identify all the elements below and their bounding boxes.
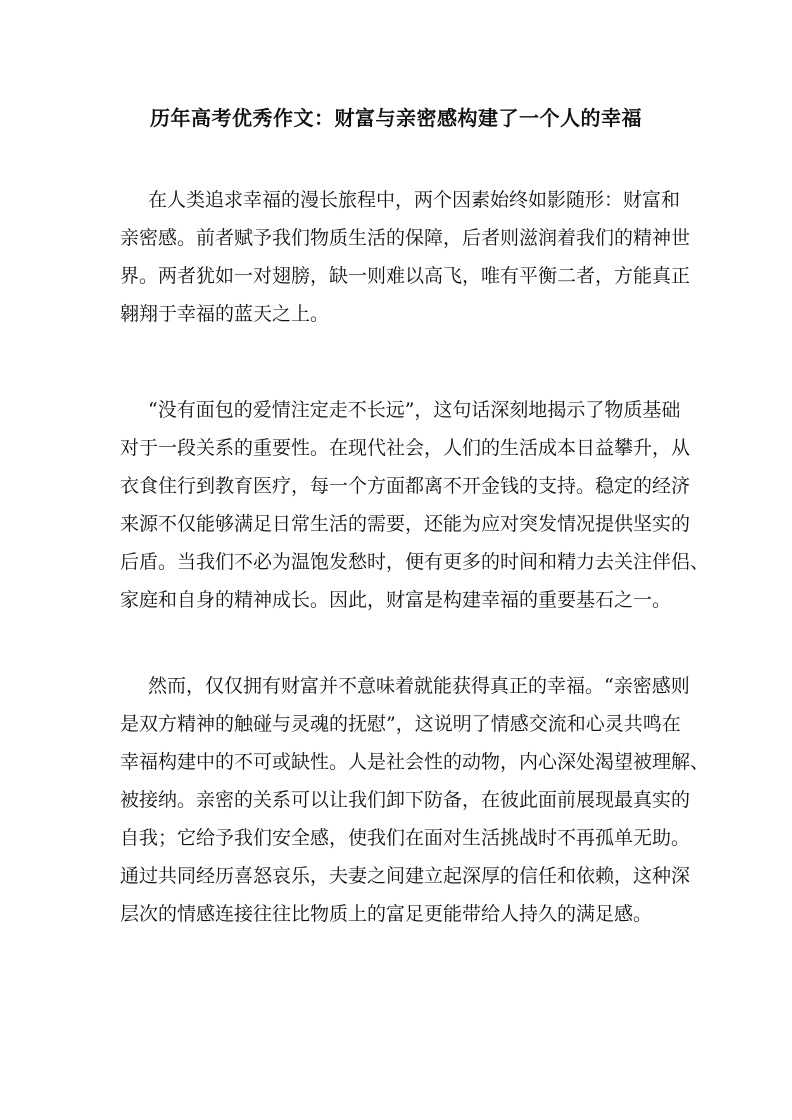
text-line: 是双方精神的触碰与灵魂的抚慰”，这说明了情感交流和心灵共鸣在 <box>120 713 681 735</box>
text-line: 界。两者犹如一对翅膀，缺一则难以高飞，唯有平衡二者，方能真正 <box>120 265 691 287</box>
text-line: 自我；它给予我们安全感，使我们在面对生活挑战时不再孤单无助。 <box>120 827 691 849</box>
paragraph-2 <box>120 391 710 619</box>
text-line: 后盾。当我们不必为温饱发愁时，便有更多的时间和精力去关注伴侣、 <box>120 551 710 573</box>
text-line: 然而，仅仅拥有财富并不意味着就能获得真正的幸福。“亲密感则 <box>148 675 690 697</box>
text-line: 衣食住行到教育医疗，每一个方面都离不开金钱的支持。稳定的经济 <box>120 475 691 497</box>
text-line: 被接纳。亲密的关系可以让我们卸下防备，在彼此面前展现最真实的 <box>120 789 691 811</box>
paragraph-1 <box>120 181 691 333</box>
text-line: 通过共同经历喜怒哀乐，夫妻之间建立起深厚的信任和依赖，这种深 <box>120 865 691 887</box>
text-line: 层次的情感连接往往比物质上的富足更能带给人持久的满足感。 <box>120 903 653 925</box>
text-line: 在人类追求幸福的漫长旅程中，两个因素始终如影随形：财富和 <box>148 189 681 211</box>
text-line: 对于一段关系的重要性。在现代社会，人们的生活成本日益攀升，从 <box>120 437 691 459</box>
text-line: 亲密感。前者赋予我们物质生活的保障，后者则滋润着我们的精神世 <box>120 227 691 249</box>
text-line: 幸福构建中的不可或缺性。人是社会性的动物，内心深处渴望被理解、 <box>120 751 710 773</box>
text-line: 家庭和自身的精神成长。因此，财富是构建幸福的重要基石之一。 <box>120 589 672 611</box>
document-title: 历年高考优秀作文：财富与亲密感构建了一个人的幸福 <box>150 106 642 130</box>
text-line: 翱翔于幸福的蓝天之上。 <box>120 303 330 325</box>
text-line: 来源不仅能够满足日常生活的需要，还能为应对突发情况提供坚实的 <box>120 513 691 535</box>
paragraph-3 <box>120 667 710 933</box>
text-line: “没有面包的爱情注定走不长远”，这句话深刻地揭示了物质基础 <box>148 399 681 421</box>
